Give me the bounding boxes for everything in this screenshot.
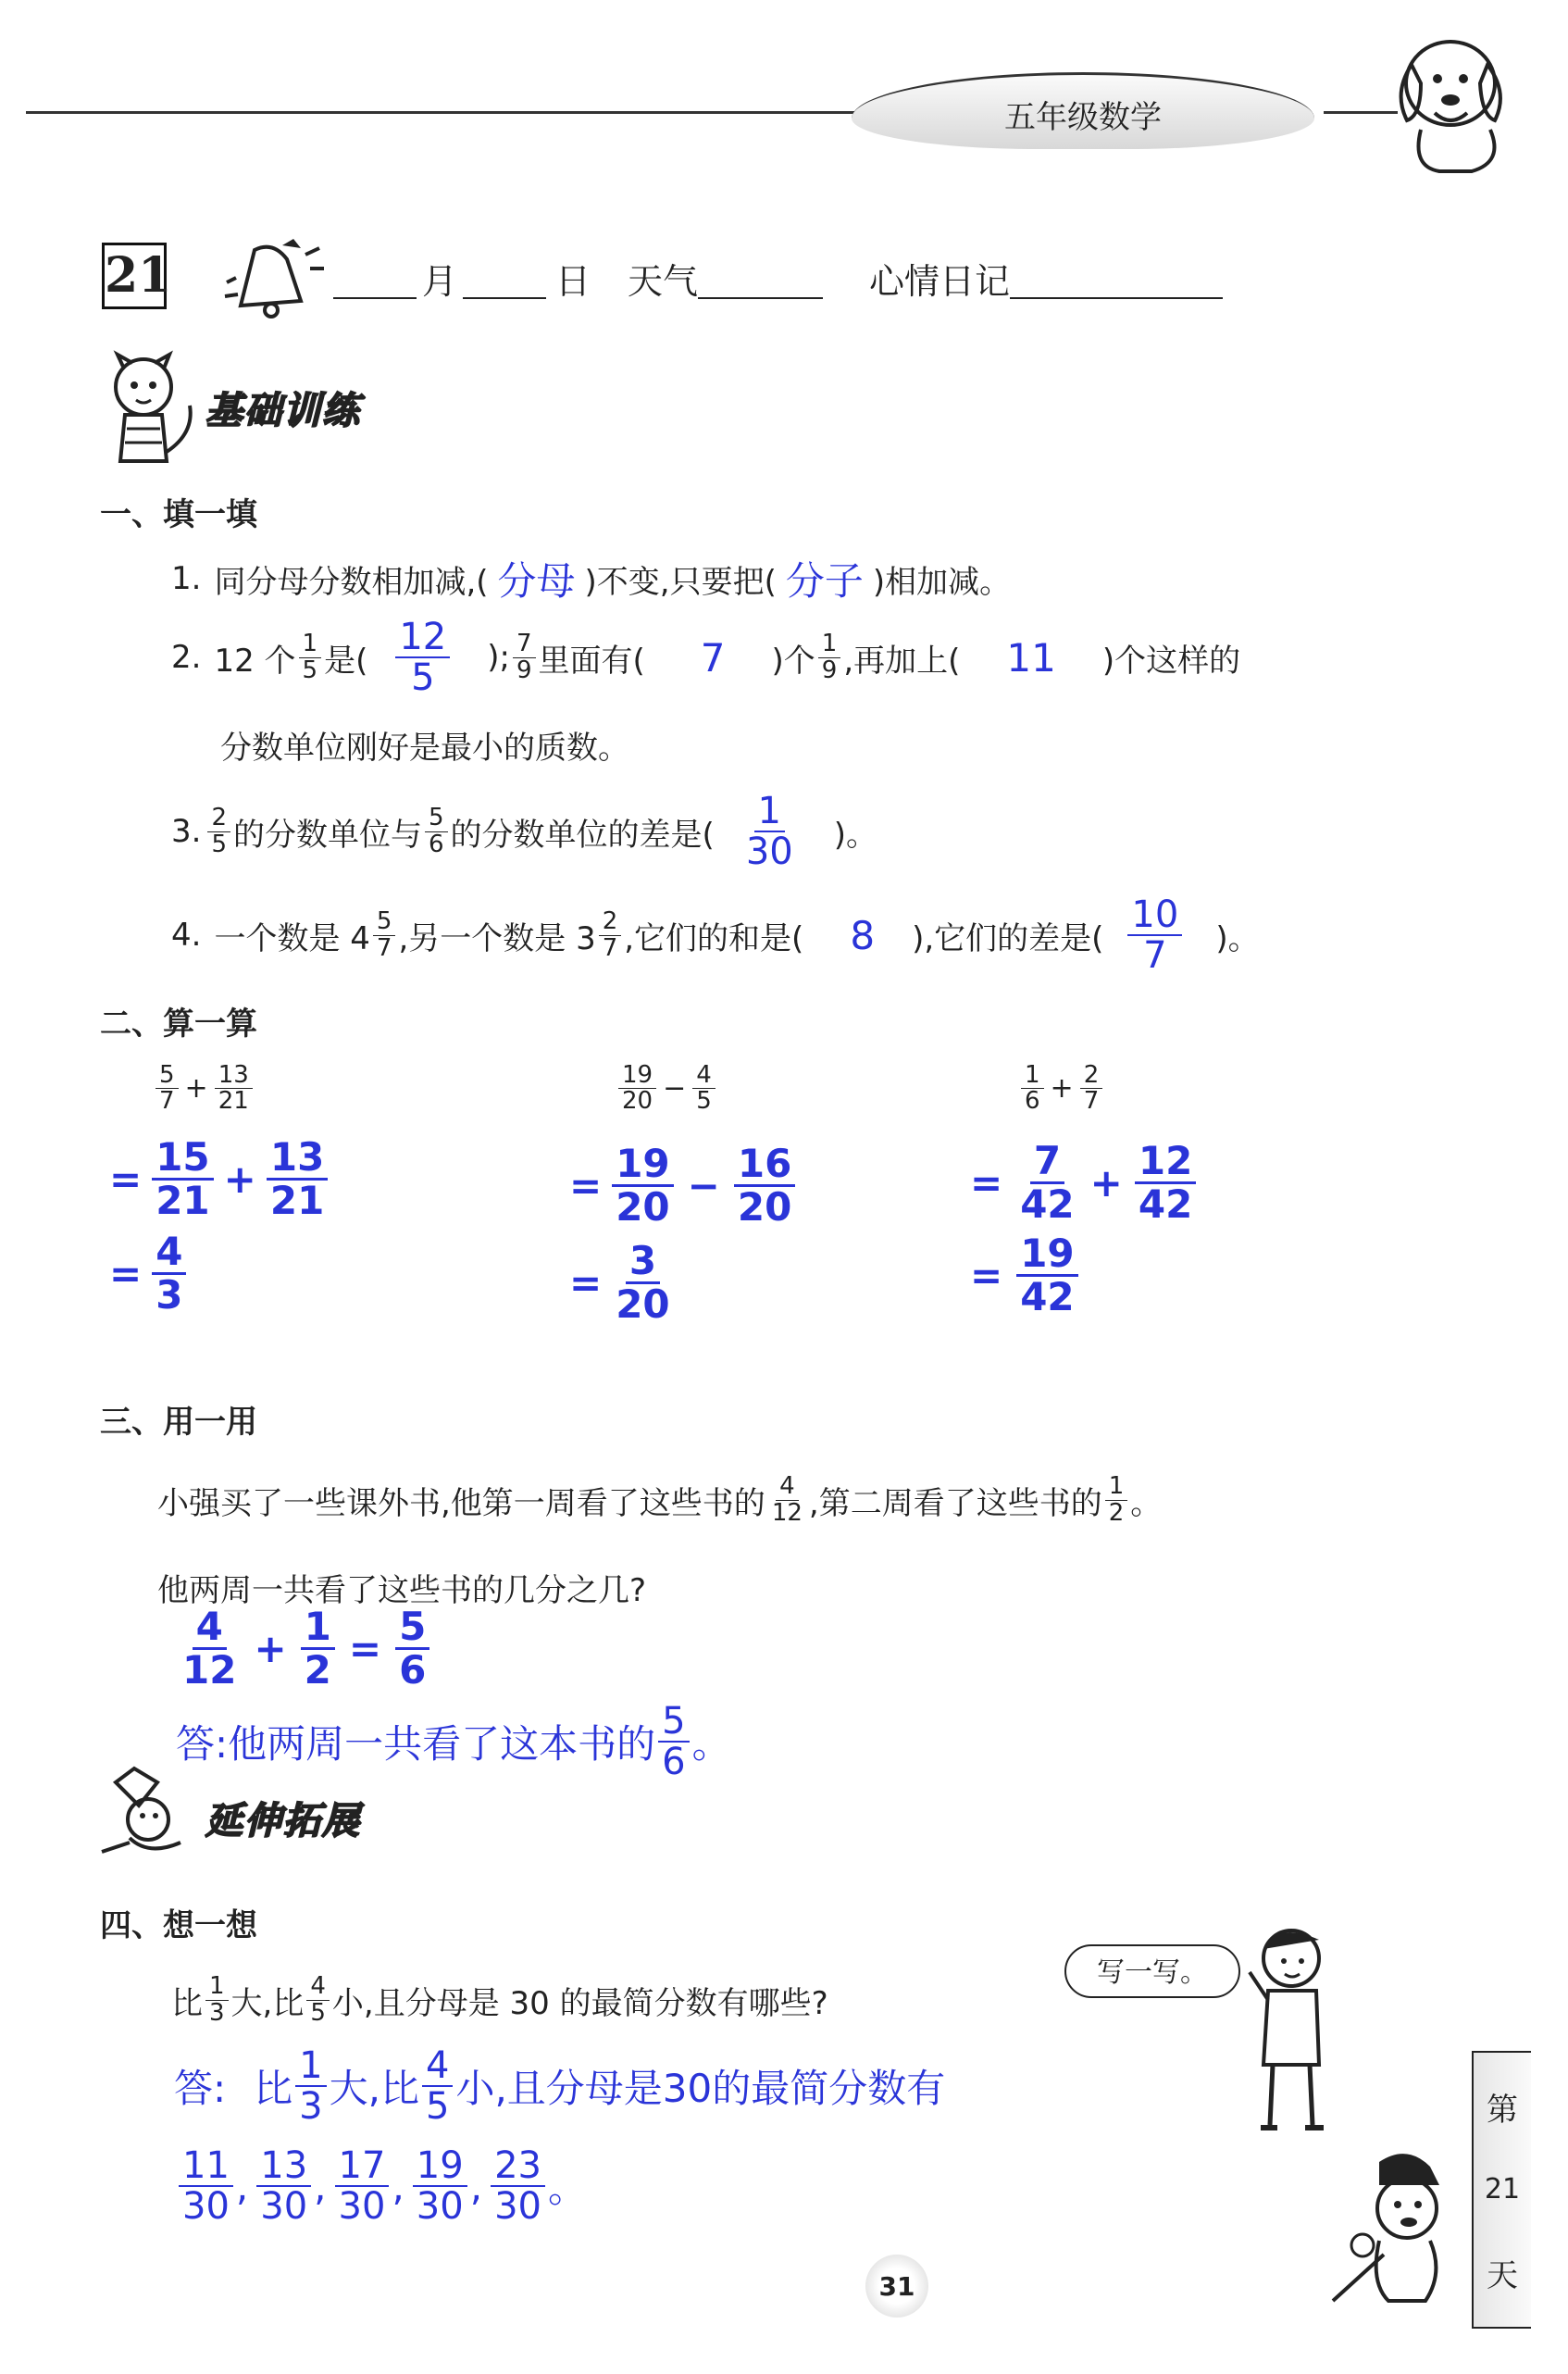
section4-title: 四、想一想 — [100, 1907, 257, 1944]
q4-text-5: )。 — [1215, 919, 1260, 957]
calc3-step1[interactable] — [970, 1138, 1199, 1228]
q4-text-3: ,它们的和是( — [624, 919, 804, 957]
s4-text-1: 比 — [171, 1984, 203, 2022]
q1-text-1: 同分母分数相加减,( — [214, 563, 489, 601]
calc1-result[interactable] — [109, 1231, 189, 1316]
s4-fraction-2: $\frac{4}{5}$ — [306, 1974, 330, 2026]
q2-answer-2[interactable]: 7 — [700, 634, 726, 681]
q4-text-2: ,另一个数是 3 — [398, 919, 596, 957]
q1-text-2: )不变,只要把( — [584, 563, 777, 601]
calc3-p2: $\frac{2}{7}$ — [1080, 1063, 1103, 1115]
section2-title: 二、算一算 — [100, 1006, 257, 1043]
s4-list-item: $\frac{11}{30}$ — [179, 2146, 233, 2226]
calc2-result[interactable] — [569, 1238, 677, 1328]
diary-mood-blank[interactable] — [1010, 256, 1223, 299]
s4-list-sep: , — [314, 2163, 327, 2209]
s3-calc-r: $\frac{5}{6}$ — [395, 1606, 429, 1691]
side-tab — [1472, 2051, 1531, 2329]
calc3-res: $\frac{19}{42}$ — [1016, 1233, 1077, 1318]
section-banner-basic: 基础训练 — [205, 390, 361, 432]
header-rule — [26, 111, 859, 114]
header-subject-tab — [852, 72, 1314, 149]
diary-month-label: 月 — [422, 260, 458, 302]
q3-fraction-2: $\frac{5}{6}$ — [425, 806, 448, 857]
calc1-s1op: + — [223, 1156, 256, 1203]
q2-text-2: 是( — [324, 642, 368, 680]
diary-line — [333, 252, 1223, 304]
s4-answer-list[interactable] — [176, 2146, 587, 2226]
q3 — [171, 785, 877, 878]
bell-icon — [218, 231, 329, 324]
side-tab-day-number: 21 — [1484, 2173, 1521, 2206]
s3-calc-a: $\frac{4}{12}$ — [182, 1604, 237, 1693]
page-number-text: 31 — [878, 2270, 915, 2302]
calc1-eq1: = — [109, 1156, 143, 1203]
calc1-problem — [153, 1063, 255, 1115]
calc2-p2: $\frac{4}{5}$ — [692, 1063, 716, 1115]
section1-title: 一、填一填 — [100, 496, 257, 533]
q2-continuation: 分数单位刚好是最小的质数。 — [220, 730, 629, 767]
s3-fraction-2: $\frac{1}{2}$ — [1105, 1474, 1128, 1526]
s3-calc-op: + — [254, 1626, 287, 1672]
calc3-s1op: + — [1089, 1160, 1123, 1206]
diary-day-label: 日 — [555, 260, 591, 302]
calc1-eq2: = — [109, 1251, 143, 1297]
q2-text-5: )个 — [771, 642, 815, 680]
s4-list-item: $\frac{17}{30}$ — [335, 2146, 390, 2226]
q3-answer-1[interactable]: $\frac{1}{30}$ — [745, 790, 793, 873]
s4-text-3: 小,且分母是 30 的最简分数有哪些? — [331, 1984, 828, 2022]
day-box: 21 — [102, 243, 167, 309]
diary-day-blank[interactable] — [463, 256, 546, 299]
q2-text-4: 里面有( — [538, 642, 645, 680]
q1-num: 1. — [171, 560, 202, 597]
s4-list-item: $\frac{23}{30}$ — [491, 2146, 545, 2226]
s3-fraction-1: $\frac{4}{12}$ — [771, 1472, 803, 1527]
side-tab-char-2: 天 — [1487, 2257, 1518, 2295]
q2-fraction-3: $\frac{1}{9}$ — [818, 631, 841, 683]
q2-text-6: ,再加上( — [843, 642, 961, 680]
s4-list-item: $\frac{19}{30}$ — [413, 2146, 467, 2226]
calc2-res: $\frac{3}{20}$ — [616, 1238, 670, 1328]
q2-fraction-1: $\frac{1}{5}$ — [299, 631, 322, 683]
s4-text-2: 大,比 — [230, 1984, 305, 2022]
s3-text-3: 。 — [1130, 1484, 1163, 1522]
q2-num: 2. — [171, 639, 202, 676]
q2-text-3: ); — [487, 639, 510, 676]
speech-bubble-text: 写一写。 — [1097, 1956, 1208, 1989]
calc3-op: + — [1050, 1072, 1074, 1106]
q4 — [171, 889, 1260, 981]
s3-text-2: ,第二周看了这些书的 — [808, 1484, 1102, 1522]
calc1-res: $\frac{4}{3}$ — [152, 1231, 186, 1316]
calc1-s1a: $\frac{15}{21}$ — [152, 1137, 213, 1221]
header-subject: 五年级数学 — [1004, 99, 1162, 136]
s3-text-1: 小强买了一些课外书,他第一周看了这些书的 — [157, 1484, 765, 1522]
calc3-s1a: $\frac{7}{42}$ — [1020, 1138, 1075, 1228]
q1-text-3: )相加减。 — [872, 563, 1012, 601]
calc1-s1b: $\frac{13}{21}$ — [267, 1137, 328, 1221]
q1-answer-1[interactable]: 分母 — [497, 558, 576, 604]
s3-answer-end: 。 — [691, 1721, 731, 1767]
boy-icon — [1240, 1917, 1351, 2139]
s4-list-end: 。 — [547, 2166, 587, 2211]
calc1-op: + — [184, 1072, 208, 1106]
q4-answer-2[interactable]: $\frac{10}{7}$ — [1127, 895, 1182, 975]
calc1-p2: $\frac{13}{21}$ — [215, 1063, 253, 1115]
s4-answer-label: 答: — [174, 2066, 227, 2111]
s3-calc-b: $\frac{1}{2}$ — [301, 1606, 335, 1691]
s4-list-sep: , — [469, 2163, 483, 2209]
section-banner-extend: 延伸拓展 — [205, 1800, 361, 1843]
s4-answer-line1[interactable] — [174, 2046, 945, 2126]
q2-answer-1[interactable]: $\frac{12}{5}$ — [395, 618, 450, 697]
diary-month-blank[interactable] — [333, 256, 417, 299]
s4-answer-fraction-2: $\frac{4}{5}$ — [422, 2046, 453, 2126]
q3-fraction-1: $\frac{2}{5}$ — [207, 806, 230, 857]
q4-text-1: 一个数是 4 — [214, 919, 370, 957]
calc3-result[interactable] — [970, 1233, 1081, 1318]
s4-problem — [171, 1958, 828, 2042]
s4-answer-text-3: 小,且分母是30的最简分数有 — [455, 2066, 946, 2111]
s4-list-sep: , — [235, 2163, 249, 2209]
q3-num: 3. — [171, 813, 202, 850]
diary-weather-blank[interactable] — [698, 256, 823, 299]
s3-problem-line1 — [157, 1458, 1162, 1542]
s3-answer-text: 答:他两周一共看了这本书的 — [176, 1721, 656, 1767]
calc2-eq1: = — [569, 1163, 603, 1209]
s3-calc-eq: = — [348, 1626, 382, 1672]
calc2-s1b: $\frac{16}{20}$ — [734, 1143, 795, 1228]
q1 — [171, 551, 1011, 606]
calc1-p1: $\frac{5}{7}$ — [156, 1063, 179, 1115]
calc3-s1b: $\frac{12}{42}$ — [1135, 1141, 1196, 1225]
calc2-op: − — [663, 1072, 687, 1106]
q2-text-1: 12 个 — [214, 642, 296, 680]
q3-text-2: 的分数单位的差是( — [450, 816, 715, 854]
calc3-eq2: = — [970, 1253, 1003, 1299]
side-tab-char-1: 第 — [1487, 2091, 1518, 2129]
q4-fraction-2: $\frac{2}{7}$ — [599, 909, 622, 961]
q3-text-3: )。 — [833, 816, 877, 854]
q2 — [171, 611, 1240, 704]
calc3-p1: $\frac{1}{6}$ — [1021, 1063, 1044, 1115]
q4-answer-1[interactable]: 8 — [850, 912, 876, 958]
q4-text-4: ),它们的差是( — [912, 919, 1104, 957]
calc2-step1[interactable] — [569, 1141, 798, 1231]
section3-title: 三、用一用 — [100, 1404, 257, 1441]
calc1-step1[interactable] — [109, 1134, 330, 1224]
s4-answer-text-2: 大,比 — [329, 2066, 419, 2111]
dog-icon — [1384, 28, 1523, 181]
dog-cap-icon — [1314, 2143, 1472, 2319]
s4-fraction-1: $\frac{1}{3}$ — [205, 1974, 229, 2026]
q2-fraction-2: $\frac{7}{9}$ — [513, 631, 536, 683]
page-number — [865, 2255, 928, 2318]
dog-sign-icon — [93, 1764, 213, 1866]
calc2-problem — [616, 1063, 718, 1115]
s4-list-sep: , — [392, 2163, 404, 2209]
calc2-p1: $\frac{19}{20}$ — [618, 1063, 656, 1115]
tiger-icon — [97, 350, 208, 470]
s3-answer[interactable] — [176, 1702, 731, 1781]
calc2-s1a: $\frac{19}{20}$ — [612, 1143, 673, 1228]
q4-fraction-1: $\frac{5}{7}$ — [373, 909, 396, 961]
diary-weather-label: 天气 — [628, 260, 699, 302]
calc2-s1op: − — [687, 1163, 720, 1209]
q3-text-1: 的分数单位与 — [233, 816, 422, 854]
q1-answer-2[interactable]: 分子 — [785, 558, 864, 604]
calc3-eq1: = — [970, 1160, 1003, 1206]
calc3-problem — [1018, 1063, 1105, 1115]
q2-text-7: )个这样的 — [1101, 642, 1241, 680]
s4-answer-fraction-1: $\frac{1}{3}$ — [295, 2046, 326, 2126]
s4-list-item: $\frac{13}{30}$ — [256, 2146, 311, 2226]
s3-answer-fraction: $\frac{5}{6}$ — [658, 1702, 689, 1781]
s3-problem-line2: 他两周一共看了这些书的几分之几? — [157, 1572, 647, 1609]
q4-num: 4. — [171, 917, 202, 954]
s4-answer-text-1: 比 — [254, 2066, 293, 2111]
calc2-eq2: = — [569, 1260, 603, 1306]
speech-bubble — [1064, 1944, 1240, 1998]
s3-calc[interactable] — [176, 1606, 432, 1691]
q2-answer-3[interactable]: 11 — [1006, 634, 1056, 681]
diary-mood-label: 心情日记 — [869, 260, 1011, 302]
